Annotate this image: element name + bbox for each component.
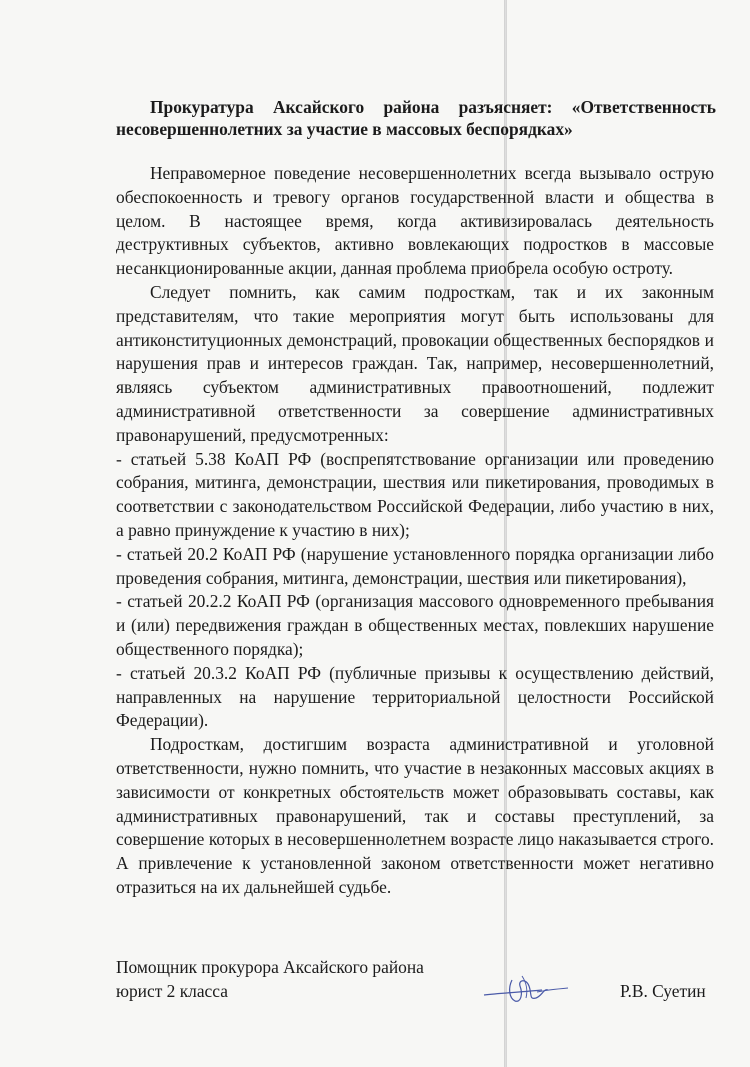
signatory-position xyxy=(116,955,424,1003)
document-title: Прокуратура Аксайского района разъясняет: «Ответственность несовершеннолетних за участие в массовых беспорядках» xyxy=(116,97,716,139)
signatory-name: Р.В. Суетин xyxy=(620,981,706,1001)
handwritten-signature xyxy=(482,968,572,1008)
paragraph-intro: Неправомерное поведение несовершеннолетних всегда вызывало острую обеспокоенность и тревогу органов государственной власти и общества в целом. В настоящее время, когда активизировалась деятельность деструктивных субъектов, активно вовлекающих подростков в массовые несанкционированные акции, данная проблема приобрела особую остроту. xyxy=(116,163,714,279)
list-item-article-5-38: - статьей 5.38 КоАП РФ (воспрепятствование организации или проведению собрания, митинга, демонстрации, шествия или пикетирования, проводимых в соответствии с законодательством Российской Федерации, либо участию в них, а равно принуждение к участию в них); xyxy=(116,448,714,540)
paragraph-reminder: Следует помнить, как самим подросткам, так и их законным представителям, что такие мероприятия могут быть использованы для антиконституционных демонстраций, провокации общественных беспорядков и нарушения прав и интересов граждан. Так, например, несовершеннолетний, являясь субъектом административных правоотношений, подлежит административной ответственности за совершение административных правонарушений, предусмотренных: xyxy=(116,281,714,445)
signatory-position-line1: Помощник прокурора Аксайского района xyxy=(116,957,424,977)
signatory-position-line2: юрист 2 класса xyxy=(116,981,228,1001)
list-item-article-20-3-2: - статьей 20.3.2 КоАП РФ (публичные призывы к осуществлению действий, направленных на нарушение территориальной целостности Российской Федерации). xyxy=(116,662,714,731)
paragraph-conclusion: Подросткам, достигшим возраста административной и уголовной ответственности, нужно помнить, что участие в незаконных массовых акциях в зависимости от конкретных обстоятельств может образовывать составы, как административных правонарушений, так и составы преступлений, за совершение которых в несовершеннолетнем возрасте лицо наказывается строго. А привлечение к установленной законом ответственности может негативно отразиться на их дальнейшей судьбе. xyxy=(116,734,714,897)
list-item-article-20-2: - статьей 20.2 КоАП РФ (нарушение установленного порядка организации либо проведения собрания, митинга, демонстрации, шествия или пикетирования), xyxy=(116,543,714,588)
list-item-article-20-2-2: - статьей 20.2.2 КоАП РФ (организация массового одновременного пребывания и (или) передвижения граждан в общественных местах, повлекших нарушение общественного порядка); xyxy=(116,591,714,659)
document-body xyxy=(116,162,714,900)
